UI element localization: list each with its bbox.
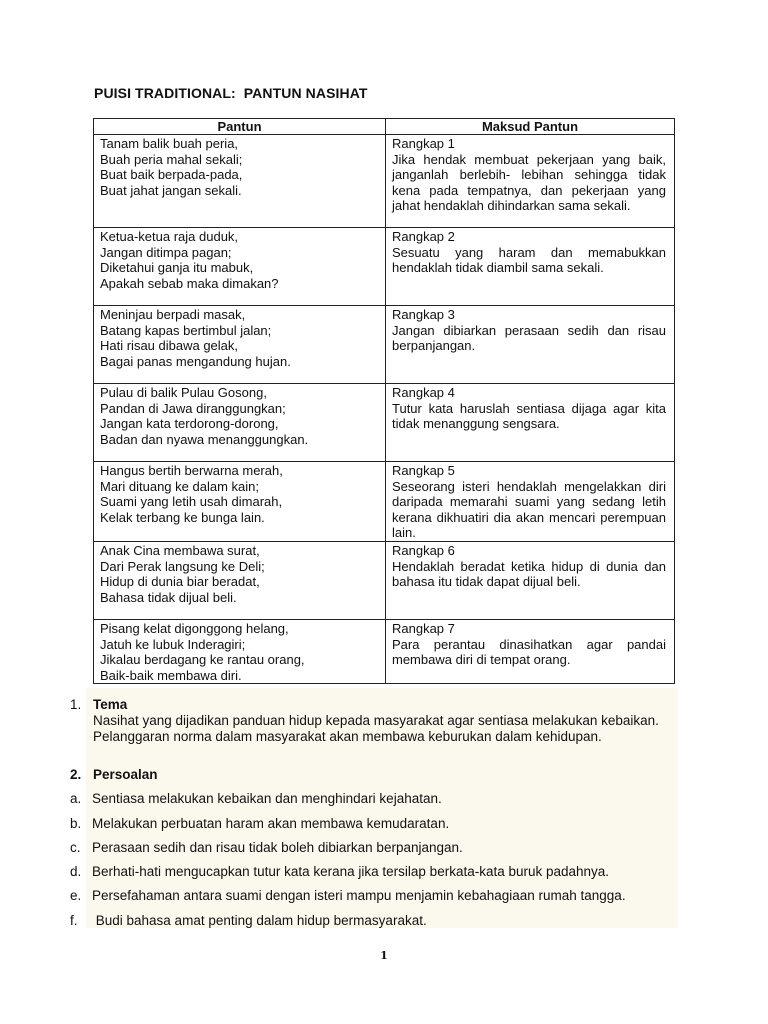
table-row bbox=[94, 135, 675, 228]
section-title: Tema bbox=[93, 697, 128, 712]
pantun-line: Ketua-ketua raja duduk, bbox=[100, 229, 239, 244]
pantun-cell bbox=[94, 462, 386, 542]
maksud-text: Jangan dibiarkan perasaan sedih dan risau berpanjangan. bbox=[392, 322, 666, 354]
page-number: 1 bbox=[380, 949, 388, 962]
rangkap-label: Rangkap 1 bbox=[392, 136, 455, 151]
maksud-cell bbox=[386, 384, 675, 462]
item-letter: e. bbox=[70, 888, 82, 903]
pantun-line: Diketahui ganja itu mabuk, bbox=[100, 260, 254, 276]
table-row bbox=[94, 384, 675, 462]
pantun-line: Kelak terbang ke bunga lain. bbox=[100, 509, 265, 525]
item-text: Persefahaman antara suami dengan isteri mampu menjamin kebahagiaan rumah tangga. bbox=[92, 888, 626, 903]
list-item bbox=[70, 816, 449, 831]
maksud-text: Seseorang isteri hendaklah mengelakkan diri daripada memarahi suami yang sedang letih kerana dikhuatiri dia akan mencari perempuan lain. bbox=[392, 478, 666, 541]
rangkap-label: Rangkap 6 bbox=[392, 542, 455, 558]
pantun-cell bbox=[94, 135, 386, 228]
pantun-line: Jangan ditimpa pagan; bbox=[100, 244, 232, 260]
maksud-text: Jika hendak membuat pekerjaan yang baik, janganlah berlebih- lebihan sehingga tidak kena pada tempatnya, dan pekerjaan yang jahat hendaklah dihindarkan sama sekali. bbox=[392, 151, 666, 214]
document-title: PUISI TRADITIONAL: PANTUN NASIHAT bbox=[94, 85, 368, 101]
list-item bbox=[70, 791, 442, 806]
item-text: Berhati-hati mengucapkan tutur kata kerana jika tersilap berkata-kata buruk padahnya. bbox=[92, 864, 610, 879]
table-row bbox=[94, 541, 675, 619]
section-title: Persoalan bbox=[93, 767, 158, 782]
pantun-line: Badan dan nyawa menanggungkan. bbox=[100, 431, 309, 447]
list-item bbox=[70, 913, 427, 928]
pantun-line: Batang kapas bertimbul jalan; bbox=[100, 322, 272, 338]
rangkap-label: Rangkap 3 bbox=[392, 307, 455, 322]
item-letter: b. bbox=[70, 816, 82, 831]
maksud-cell bbox=[386, 619, 675, 683]
pantun-line: Tanam balik buah peria, bbox=[100, 136, 239, 151]
item-text: Melakukan perbuatan haram akan membawa kemudaratan. bbox=[92, 816, 450, 831]
maksud-text: Tutur kata haruslah sentiasa dijaga agar kita tidak menanggung sengsara. bbox=[392, 400, 666, 432]
pantun-line: Bagai panas mengandung hujan. bbox=[100, 353, 291, 369]
pantun-cell bbox=[94, 306, 386, 384]
pantun-line: Pisang kelat digonggong helang, bbox=[100, 620, 289, 636]
section-number: 2. bbox=[70, 767, 82, 782]
pantun-cell bbox=[94, 619, 386, 683]
item-letter: f. bbox=[70, 913, 78, 928]
section-number: 1. bbox=[70, 697, 82, 712]
maksud-cell bbox=[386, 135, 675, 228]
pantun-cell bbox=[94, 384, 386, 462]
header-pantun: Pantun bbox=[94, 119, 386, 135]
pantun-line: Buah peria mahal sekali; bbox=[100, 151, 243, 167]
table-row bbox=[94, 306, 675, 384]
pantun-cell bbox=[94, 541, 386, 619]
list-item bbox=[70, 864, 609, 879]
pantun-line: Buat baik berpada-pada, bbox=[100, 167, 243, 183]
table-row bbox=[94, 228, 675, 306]
item-letter: a. bbox=[70, 791, 82, 806]
table-row bbox=[94, 619, 675, 683]
pantun-line: Hangus bertih berwarna merah, bbox=[100, 463, 283, 478]
maksud-text: Para perantau dinasihatkan agar pandai membawa diri di tempat orang. bbox=[392, 636, 666, 668]
rangkap-label: Rangkap 5 bbox=[392, 463, 455, 478]
pantun-line: Baik-baik membawa diri. bbox=[100, 667, 242, 683]
pantun-cell bbox=[94, 228, 386, 306]
list-item bbox=[70, 888, 626, 903]
maksud-cell bbox=[386, 541, 675, 619]
item-text: Perasaan sedih dan risau tidak boleh dibiarkan berpanjangan. bbox=[92, 840, 463, 855]
pantun-line: Suami yang letih usah dimarah, bbox=[100, 494, 283, 510]
list-item bbox=[70, 840, 463, 855]
pantun-line: Hidup di dunia biar beradat, bbox=[100, 574, 260, 590]
table-row bbox=[94, 462, 675, 542]
item-text: Sentiasa melakukan kebaikan dan menghindari kejahatan. bbox=[92, 791, 442, 806]
pantun-line: Apakah sebab maka dimakan? bbox=[100, 275, 279, 291]
pantun-line: Dari Perak langsung ke Deli; bbox=[100, 558, 265, 574]
tema-line: Nasihat yang dijadikan panduan hidup kepada masyarakat agar sentiasa melakukan kebaikan. bbox=[93, 713, 659, 728]
pantun-line: Anak Cina membawa surat, bbox=[100, 542, 260, 558]
pantun-line: Meninjau berpadi masak, bbox=[100, 307, 246, 322]
maksud-cell bbox=[386, 462, 675, 542]
header-maksud: Maksud Pantun bbox=[386, 119, 675, 135]
pantun-line: Jatuh ke lubuk Inderagiri; bbox=[100, 636, 246, 652]
pantun-line: Bahasa tidak dijual beli. bbox=[100, 589, 237, 605]
item-letter: d. bbox=[70, 864, 82, 879]
maksud-text: Sesuatu yang haram dan memabukkan hendaklah tidak diambil sama sekali. bbox=[392, 244, 666, 276]
pantun-line: Pulau di balik Pulau Gosong, bbox=[100, 385, 267, 400]
rangkap-label: Rangkap 2 bbox=[392, 229, 455, 244]
pantun-line: Mari dituang ke dalam kain; bbox=[100, 478, 259, 494]
item-letter: c. bbox=[70, 840, 81, 855]
maksud-text: Hendaklah beradat ketika hidup di dunia dan bahasa itu tidak dapat dijual beli. bbox=[392, 558, 666, 590]
pantun-table bbox=[93, 118, 675, 684]
table-header-row bbox=[94, 119, 675, 135]
maksud-cell bbox=[386, 306, 675, 384]
pantun-line: Jangan kata terdorong-dorong, bbox=[100, 416, 279, 432]
pantun-line: Buat jahat jangan sekali. bbox=[100, 182, 242, 198]
persoalan-heading bbox=[0, 767, 768, 785]
maksud-cell bbox=[386, 228, 675, 306]
tema-line: Pelanggaran norma dalam masyarakat akan membawa keburukan dalam kehidupan. bbox=[93, 729, 602, 744]
rangkap-label: Rangkap 4 bbox=[392, 385, 455, 400]
pantun-line: Pandan di Jawa diranggungkan; bbox=[100, 400, 286, 416]
pantun-line: Jikalau berdagang ke rantau orang, bbox=[100, 652, 305, 668]
rangkap-label: Rangkap 7 bbox=[392, 620, 455, 636]
pantun-line: Hati risau dibawa gelak, bbox=[100, 338, 239, 354]
tema-text bbox=[93, 713, 683, 745]
item-text: Budi bahasa amat penting dalam hidup bermasyarakat. bbox=[92, 913, 427, 928]
